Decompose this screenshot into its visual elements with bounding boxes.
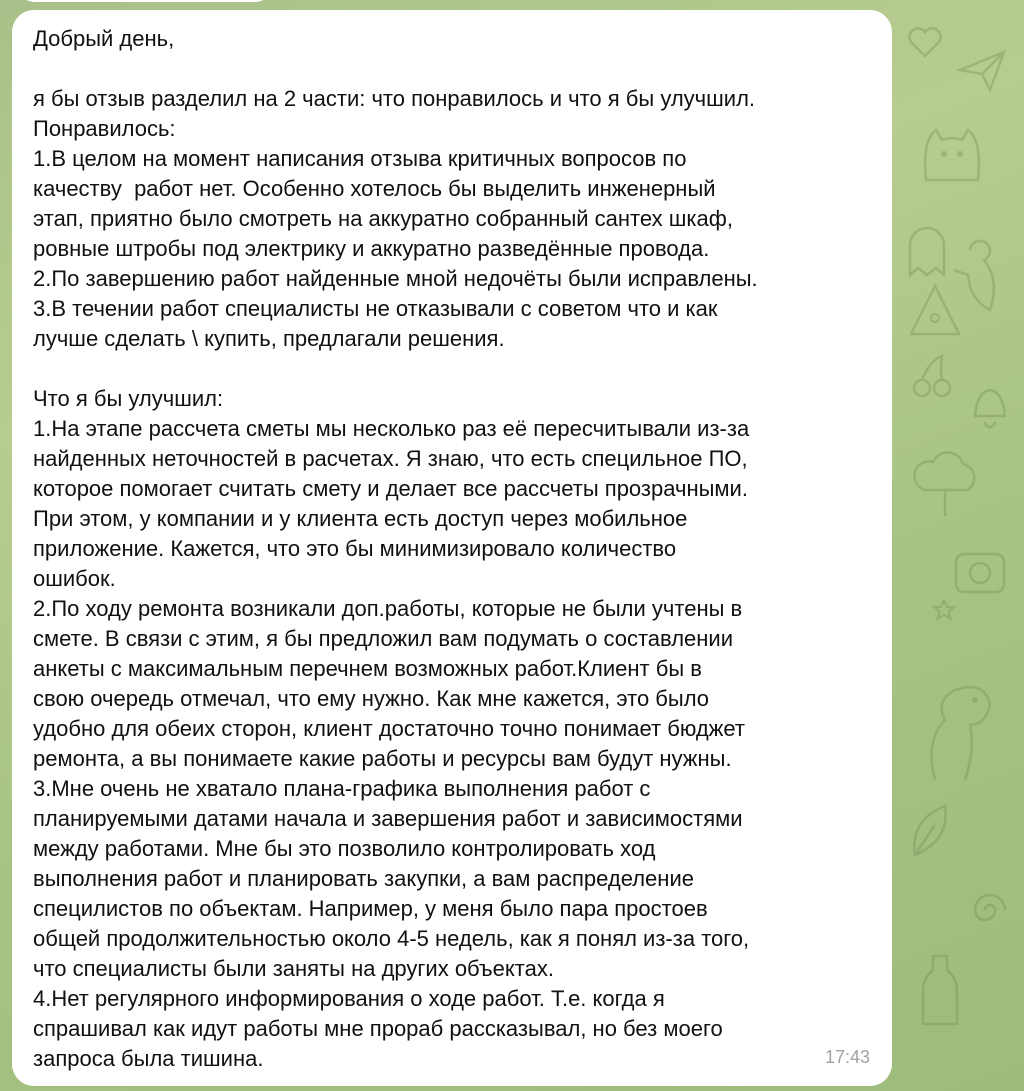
message-timestamp: 17:43 [824, 1047, 870, 1067]
previous-message-bubble [20, 0, 270, 2]
message-bubble[interactable] [12, 10, 892, 1086]
message-text: Добрый день, я бы отзыв разделил на 2 части: что понравилось и что я бы улучшил. Понравилось: 1.В целом на момент написания отзыва критичных вопросов по качеству работ нет. Особенно хотелось бы выделить инженерный этап, приятно было смотреть на аккуратно собранный сантех шкаф, ровные штробы под электрику и аккуратно разведённые провода. 2.По завершению работ найденные мной недочёты были исправлены. 3.В течении работ специалисты не отказывали с советом что и как лучше сделать \ купить, предлагали решения. Что я бы улучшил: 1.На этапе рассчета сметы мы несколько раз её пересчитывали из-за найденных неточностей в расчетах. Я знаю, что есть специльное ПО, которое помогает считать смету и делает все рассчеты прозрачными. При этом, у компании и у клиента есть доступ через мобильное приложение. Кажется, что это бы минимизировало количество ошибок. 2.По ходу ремонта возникали доп.работы, которые не были учтены в смете. В связи с этим, я бы предложил вам подумать о составлении анкеты с максимальным перечнем возможных работ.Клиент бы в свою очередь отмечал, что ему нужно. Как мне кажется, это было удобно для обеих сторон, клиент достаточно точно понимает бюджет ремонта, а вы понимаете какие работы и ресурсы вам будут нужны. 3.Мне очень не хватало плана-графика выполнения работ с планируемыми датами начала и завершения работ и зависимостями между работами. Мне бы это позволило контролировать ход выполнения работ и планировать закупки, а вам распределение специлистов по объектам. Например, у меня было пара простоев общей продолжительностью около 4-5 недель, как я понял из-за того, что специалисты были заняты на других объектах. 4.Нет регулярного информирования о ходе работ. Т.е. когда я спрашивал как идут работы мне прораб рассказывал, но без моего запроса была тишина. [33, 26, 758, 1071]
